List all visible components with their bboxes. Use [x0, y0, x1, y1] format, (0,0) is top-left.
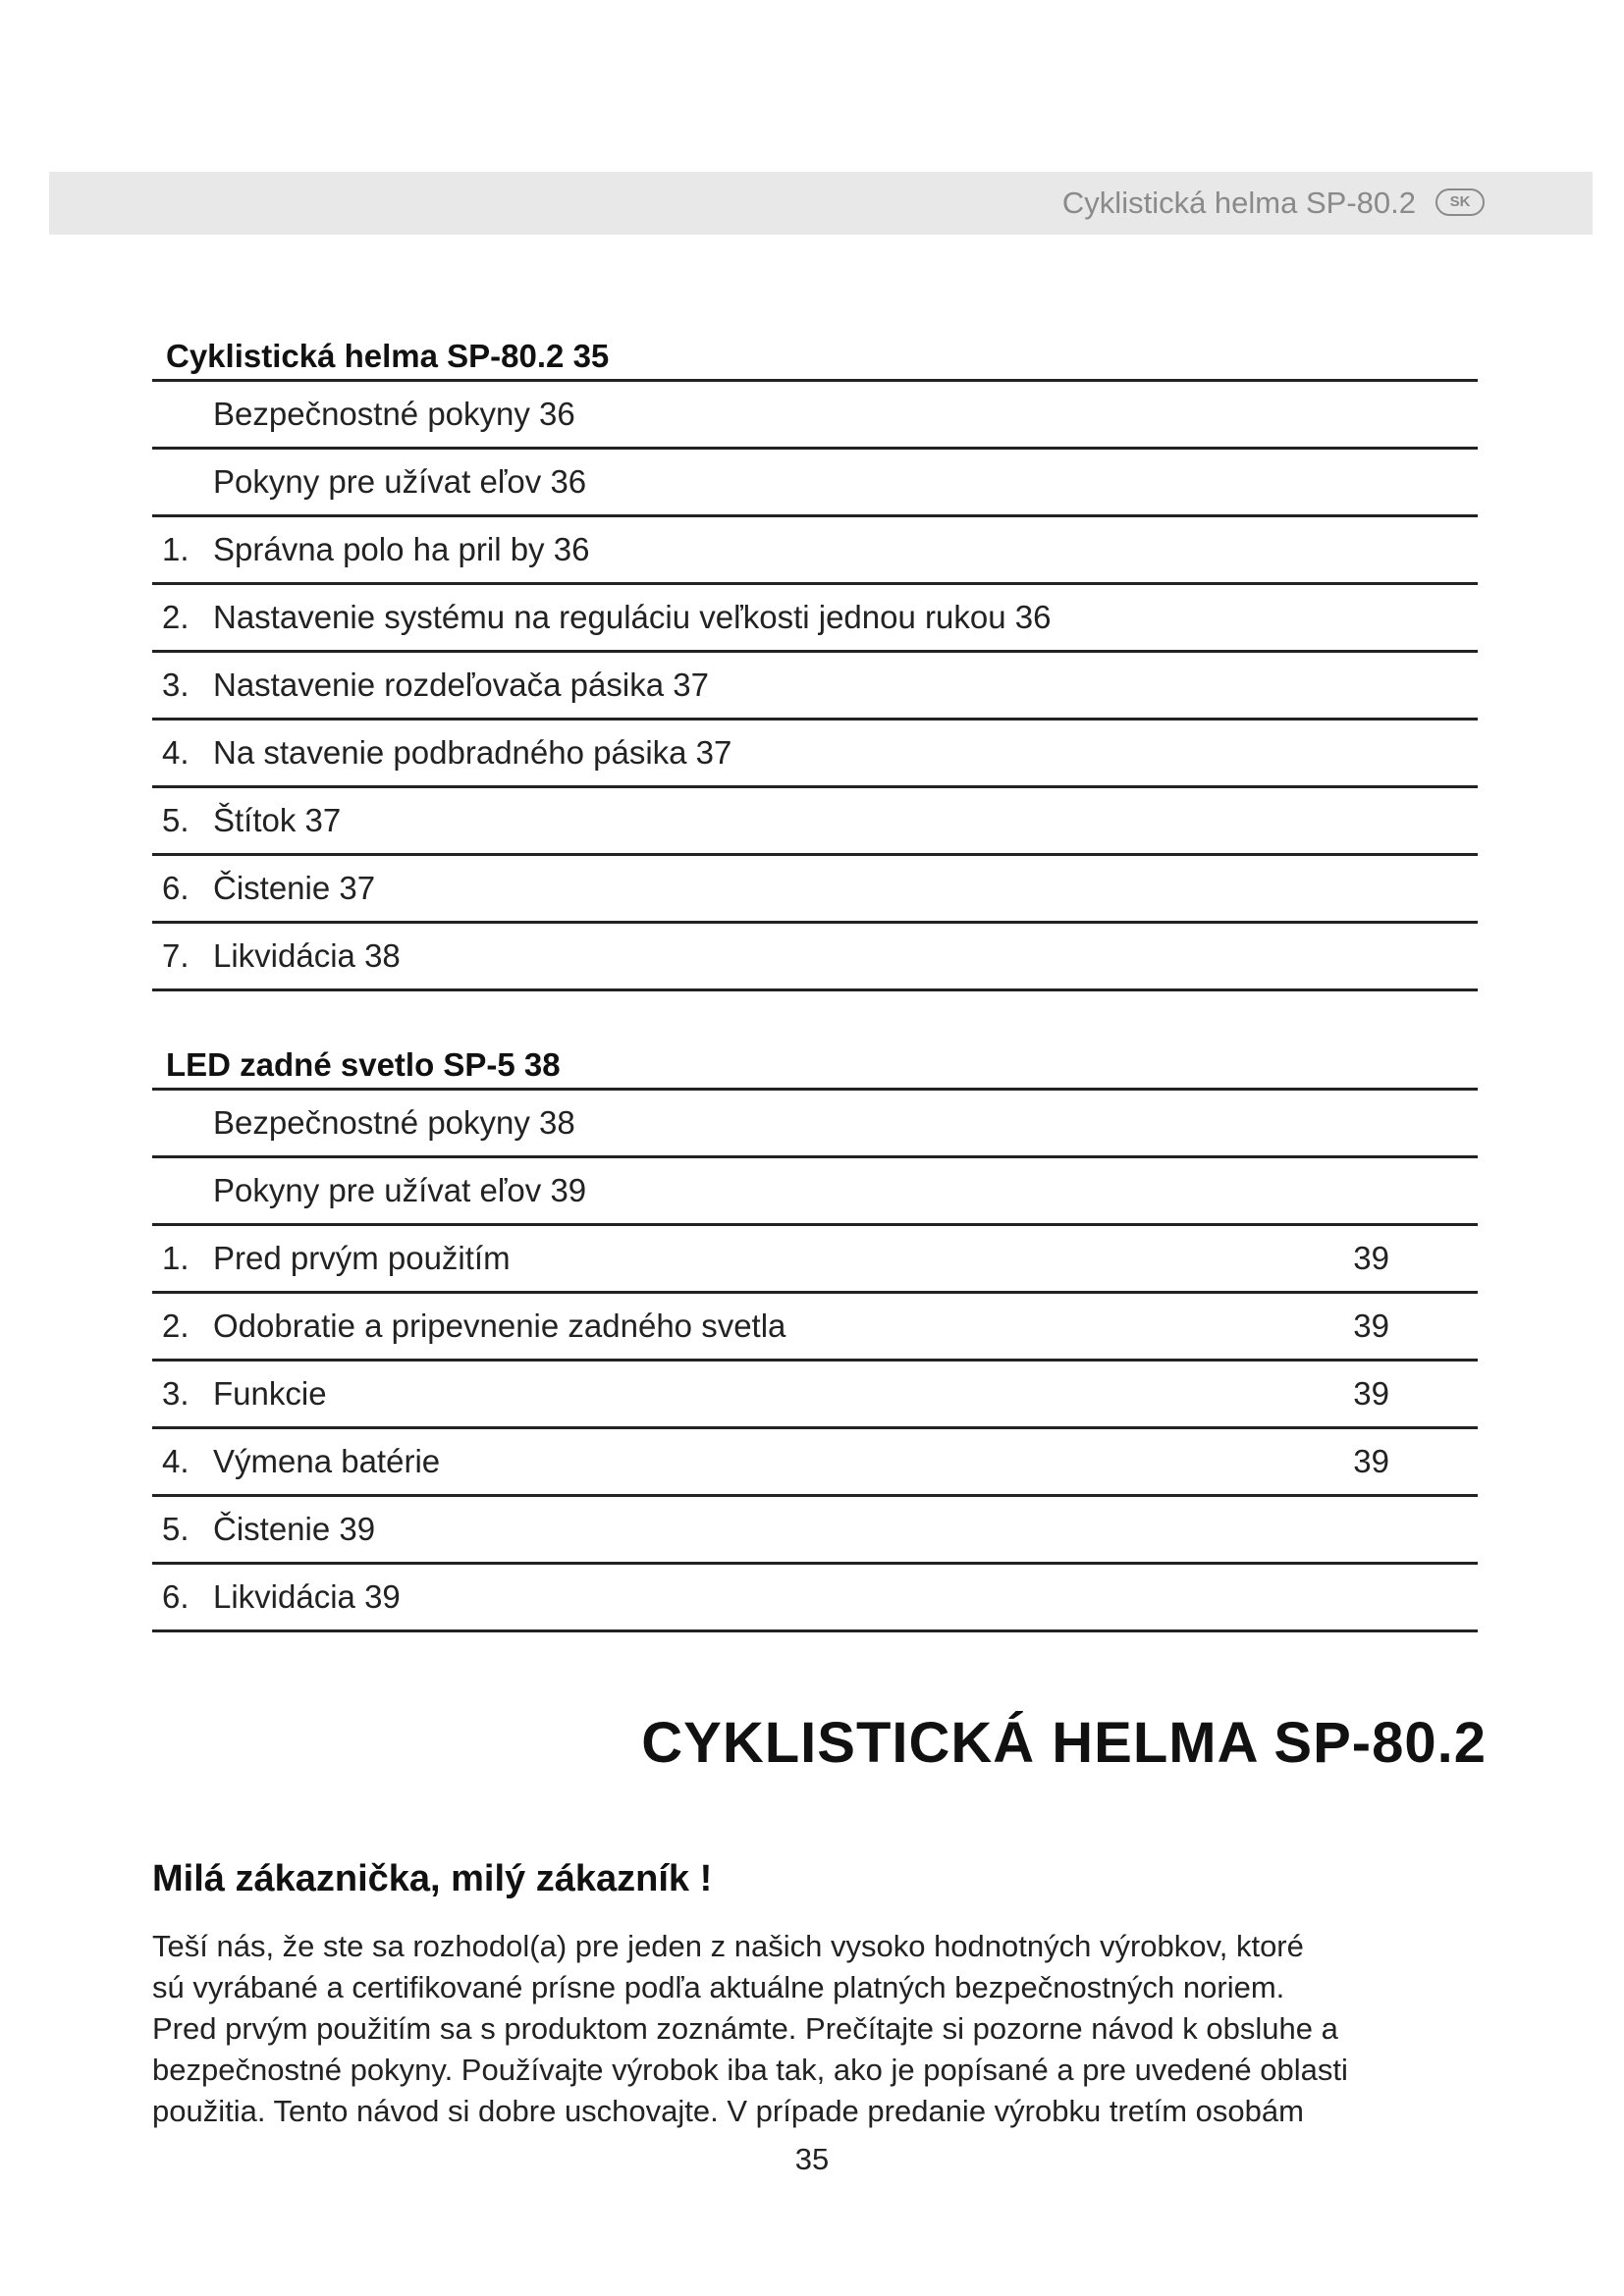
toc-row-text: Bezpečnostné pokyny 36: [213, 396, 575, 432]
toc-row-text: Odobratie a pripevnenie zadného svetla: [213, 1308, 786, 1344]
toc-row-text: Výmena batérie: [213, 1443, 441, 1479]
toc-row-text: Funkcie: [213, 1375, 327, 1412]
toc-row-text: Bezpečnostné pokyny 38: [213, 1104, 575, 1141]
toc-row-number: 3.: [162, 667, 189, 703]
paragraph-line: použitia. Tento návod si dobre uschovajte. V prípade predanie výrobku tretím osobám: [152, 2094, 1304, 2128]
toc-row[interactable]: [152, 1294, 1478, 1362]
toc-row-number: 5.: [162, 802, 189, 838]
toc-row-text: Likvidácia 38: [213, 937, 401, 974]
toc-row-text: Pokyny pre užívat eľov 39: [213, 1172, 587, 1208]
toc-row-text: Na stavenie podbradného pásika 37: [213, 734, 732, 771]
toc-row-page: 39: [1353, 1443, 1389, 1479]
toc-row-number: 6.: [162, 1578, 189, 1615]
toc-row-number: 5.: [162, 1511, 189, 1547]
intro-paragraph: [152, 1926, 1527, 2132]
toc-row[interactable]: [152, 1565, 1478, 1632]
toc-row-number: 3.: [162, 1375, 189, 1412]
toc-row-page: 39: [1353, 1308, 1389, 1344]
toc-light: [152, 1042, 1478, 1632]
toc-row[interactable]: [152, 1362, 1478, 1429]
paragraph-line: sú vyrábané a certifikované prísne podľa aktuálne platných bezpečnostných noriem.: [152, 1970, 1285, 2004]
toc-row-text: Pokyny pre užívat eľov 36: [213, 463, 587, 500]
toc-row-page: 39: [1353, 1240, 1389, 1276]
toc-row[interactable]: [152, 585, 1478, 653]
toc-row-text: Pred prvým použitím: [213, 1240, 511, 1276]
toc-row[interactable]: [152, 788, 1478, 856]
toc-row-number: 1.: [162, 531, 189, 567]
toc-row-text: Čistenie 37: [213, 870, 376, 906]
toc-heading: LED zadné svetlo SP-5 38: [152, 1042, 1478, 1091]
toc-row[interactable]: [152, 450, 1478, 517]
toc-row[interactable]: [152, 1497, 1478, 1565]
toc-row[interactable]: [152, 1158, 1478, 1226]
paragraph-line: bezpečnostné pokyny. Používajte výrobok iba tak, ako je popísané a pre uvedené oblasti: [152, 2053, 1348, 2087]
header-title: Cyklistická helma SP-80.2: [1061, 186, 1416, 220]
toc-row-number: 6.: [162, 870, 189, 906]
page-number: 35: [794, 2142, 830, 2176]
page-header: [49, 172, 1593, 235]
toc-row[interactable]: [152, 1429, 1478, 1497]
language-badge: SK: [1435, 188, 1485, 216]
toc-row-number: 1.: [162, 1240, 189, 1276]
paragraph-line: Teší nás, že ste sa rozhodol(a) pre jeden z našich vysoko hodnotných výrobkov, ktoré: [152, 1929, 1304, 1963]
greeting-heading: Milá zákaznička, milý zákazník !: [152, 1858, 713, 1899]
toc-row[interactable]: [152, 382, 1478, 450]
toc-heading: Cyklistická helma SP-80.2 35: [152, 334, 1478, 382]
toc-row-number: 2.: [162, 1308, 189, 1344]
toc-row-number: 2.: [162, 599, 189, 635]
toc-row[interactable]: [152, 856, 1478, 924]
toc-row-text: Nastavenie rozdeľovača pásika 37: [213, 667, 709, 703]
paragraph-line: Pred prvým použitím sa s produktom zoznámte. Prečítajte si pozorne návod k obsluhe a: [152, 2011, 1338, 2046]
toc-row-text: Likvidácia 39: [213, 1578, 401, 1615]
toc-row-number: 4.: [162, 1443, 189, 1479]
toc-row-page: 39: [1353, 1375, 1389, 1412]
toc-row[interactable]: [152, 721, 1478, 788]
toc-row[interactable]: [152, 653, 1478, 721]
toc-row-text: Správna polo ha pril by 36: [213, 531, 590, 567]
toc-helmet: [152, 334, 1478, 991]
toc-row-text: Nastavenie systému na reguláciu veľkosti jednou rukou 36: [213, 599, 1052, 635]
toc-row-number: 4.: [162, 734, 189, 771]
toc-row-text: Štítok 37: [213, 802, 342, 838]
toc-row-number: 7.: [162, 937, 189, 974]
toc-row[interactable]: [152, 1226, 1478, 1294]
toc-row-text: Čistenie 39: [213, 1511, 376, 1547]
toc-row[interactable]: [152, 924, 1478, 991]
toc-row[interactable]: [152, 517, 1478, 585]
toc-row[interactable]: [152, 1091, 1478, 1158]
section-title: CYKLISTICKÁ HELMA SP-80.2: [641, 1711, 1487, 1775]
